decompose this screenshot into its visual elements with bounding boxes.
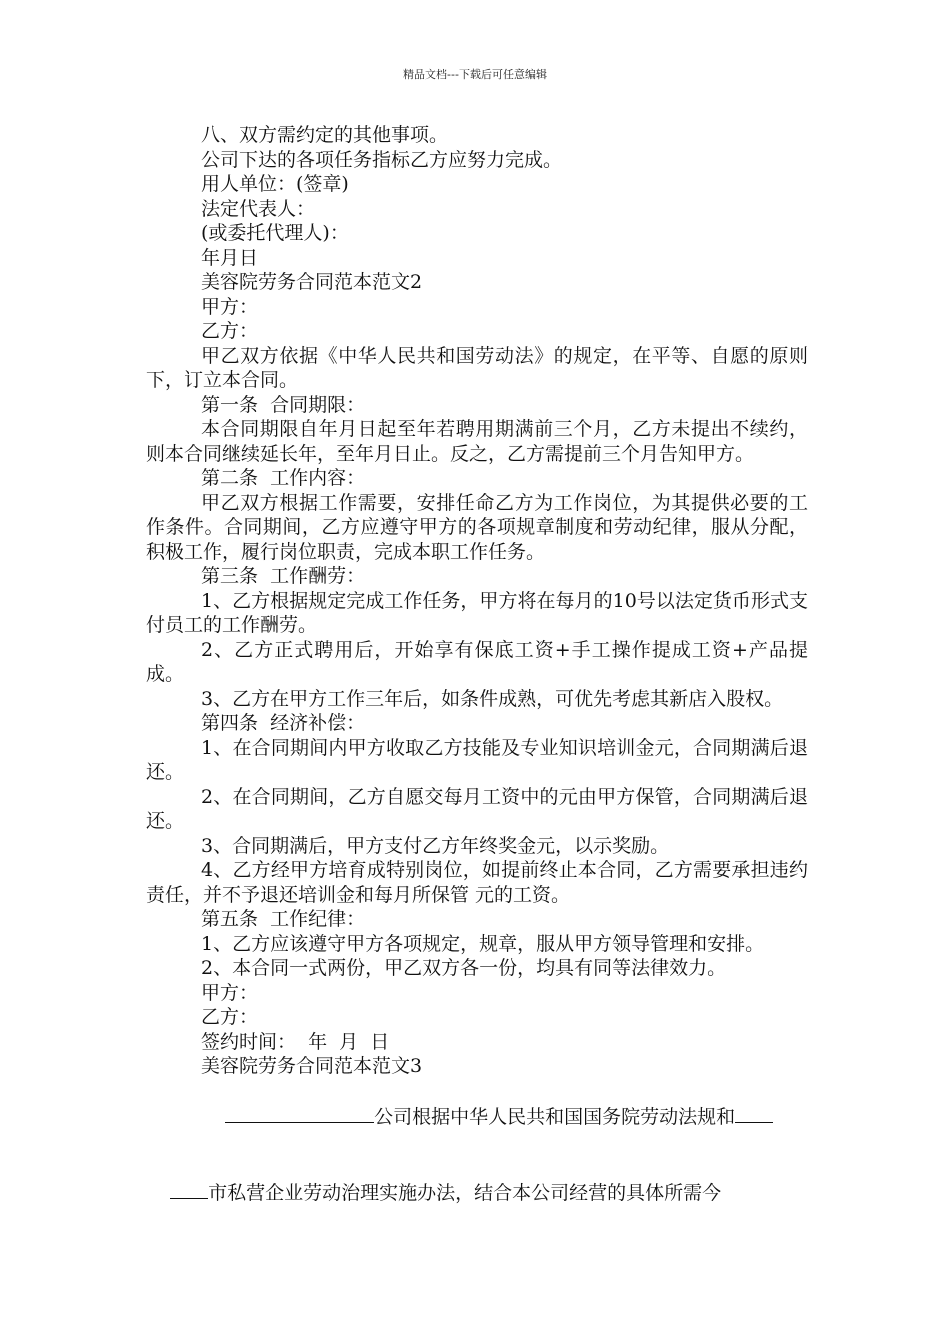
text-line: (或委托代理人)： — [201, 222, 349, 244]
text-line: 八、双方需约定的其他事项。 — [201, 124, 449, 146]
party-a-label: 甲方： — [201, 295, 259, 318]
text-line: 年月日 — [201, 246, 259, 269]
paragraph: 1、乙方根据规定完成工作任务，甲方将在每月的10号以法定货币形式支付员工的工作酬劳。 — [146, 589, 808, 636]
text-line: 公司下达的各项任务指标乙方应努力完成。 — [201, 148, 563, 171]
article-title: 第二条 工作内容： — [201, 467, 366, 489]
document-body — [146, 123, 808, 1230]
blank-underline — [735, 1103, 773, 1123]
article-title: 第一条 合同期限： — [201, 393, 366, 416]
blank-underline — [225, 1103, 374, 1123]
paragraph-fragment: 市私营企业劳动治理实施办法，结合本公司经营的具体所需今 — [208, 1181, 722, 1204]
paragraph: 2、本合同一式两份，甲乙双方各一份，均具有同等法律效力。 — [201, 957, 727, 979]
paragraph-fragment: 公司根据中华人民共和国国务院劳动法规和 — [374, 1106, 736, 1128]
party-b-signature: 乙方： — [201, 1006, 259, 1028]
paragraph: 2、在合同期间，乙方自愿交每月工资中的元由甲方保管，合同期满后退还。 — [146, 785, 808, 832]
paragraph-line — [146, 1079, 808, 1155]
section-title: 美容院劳务合同范本范文2 — [201, 271, 423, 293]
section-title: 美容院劳务合同范本范文3 — [201, 1055, 423, 1077]
paragraph: 1、在合同期间内甲方收取乙方技能及专业知识培训金元，合同期满后退还。 — [146, 736, 808, 783]
blank-underline — [170, 1179, 208, 1199]
article-title: 第三条 工作酬劳： — [201, 565, 366, 587]
paragraph: 4、乙方经甲方培育成特别岗位，如提前终止本合同，乙方需要承担违约责任，并不予退还培训金和每月所保管 元的工资。 — [146, 859, 808, 906]
party-a-signature: 甲方： — [201, 981, 259, 1004]
page-header: 精品文档---下载后可任意编辑 — [403, 68, 547, 81]
paragraph: 2、乙方正式聘用后，开始享有保底工资+手工操作提成工资+产品提成。 — [146, 638, 808, 685]
paragraph: 甲乙双方根据工作需要，安排任命乙方为工作岗位，为其提供必要的工作条件。合同期间，乙方应遵守甲方的各项规章制度和劳动纪律，服从分配，积极工作，履行岗位职责，完成本职工作任务。 — [146, 491, 808, 563]
text-line: 用人单位：(签章) — [201, 173, 349, 195]
paragraph: 3、乙方在甲方工作三年后，如条件成熟，可优先考虑其新店入股权。 — [201, 687, 784, 710]
text-line: 法定代表人： — [201, 197, 316, 220]
party-b-label: 乙方： — [201, 320, 259, 342]
article-title: 第五条 工作纪律： — [201, 908, 366, 930]
article-title: 第四条 经济补偿： — [201, 712, 366, 734]
paragraph: 本合同期限自年月日起至年若聘用期满前三个月，乙方未提出不续约，则本合同继续延长年，至年月日止。反之，乙方需提前三个月告知甲方。 — [146, 418, 808, 465]
paragraph: 甲乙双方依据《中华人民共和国劳动法》的规定，在平等、自愿的原则下，订立本合同。 — [146, 344, 808, 391]
paragraph-line — [146, 1154, 808, 1230]
paragraph: 1、乙方应该遵守甲方各项规定，规章，服从甲方领导管理和安排。 — [201, 932, 765, 955]
sign-date: 签约时间： 年 月 日 — [201, 1030, 390, 1053]
paragraph: 3、合同期满后，甲方支付乙方年终奖金元，以示奖励。 — [201, 834, 670, 857]
